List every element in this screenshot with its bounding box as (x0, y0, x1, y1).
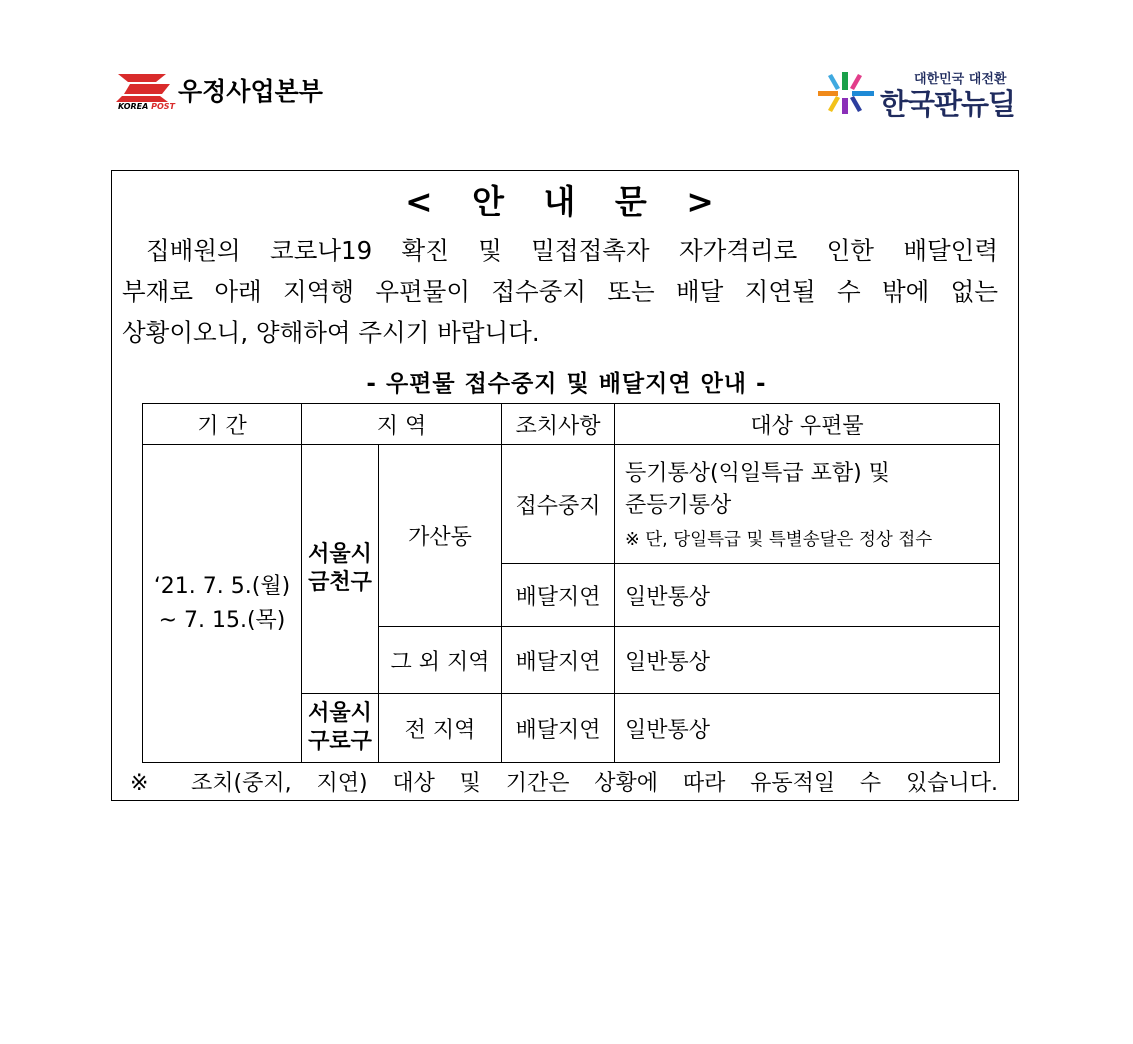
area-all-cell: 전 지역 (379, 694, 502, 763)
action-cell: 배달지연 (502, 564, 615, 627)
area-other-cell: 그 외 지역 (379, 627, 502, 694)
new-deal-name: 한국판뉴딜 (880, 87, 1016, 121)
region-geumcheon-cell: 서울시 금천구 (302, 445, 379, 694)
new-deal-tagline: 대한민국 대전환 (914, 72, 1007, 87)
table-header-row (143, 404, 1000, 445)
suspension-table (142, 403, 1000, 763)
paragraph-line: 부재로 아래 지역행 우편물이 접수중지 또는 배달 지연될 수 밖에 없는 (122, 277, 998, 306)
region-guro-cell: 서울시 구로구 (302, 694, 379, 763)
target-cell: 일반통상 (615, 627, 1000, 694)
target-cell: 일반통상 (615, 694, 1000, 763)
korea-post-subtitle: KOREA POST (118, 102, 175, 111)
table-row (143, 445, 1000, 564)
paragraph-line: 집배원의 코로나19 확진 및 밀접접촉자 자가격리로 인한 배달인력 (146, 236, 998, 265)
korean-new-deal-logo (816, 66, 1026, 121)
new-deal-starburst-icon (816, 70, 876, 116)
paragraph-line: 상황이오니, 양해하여 주시기 바랍니다. (122, 318, 540, 347)
target-cell: 등기통상(익일특급 포함) 및 준등기통상 ※ 단, 당일특급 및 특별송달은 정상 접수 (615, 445, 1000, 564)
header-period: 기 간 (143, 404, 302, 445)
area-gasan-cell: 가산동 (379, 445, 502, 627)
header-region: 지 역 (302, 404, 502, 445)
target-cell: 일반통상 (615, 564, 1000, 627)
notice-paragraph (122, 230, 998, 353)
page-header (0, 0, 1133, 140)
korea-post-name: 우정사업본부 (178, 77, 323, 106)
target-note: ※ 단, 당일특급 및 특별송달은 정상 접수 (625, 529, 933, 550)
korea-post-logo (116, 68, 336, 112)
header-action: 조치사항 (502, 404, 615, 445)
header-target: 대상 우편물 (615, 404, 1000, 445)
footer-note: ※ 조치(중지, 지연) 대상 및 기간은 상황에 따라 유동적일 수 있습니다. (130, 771, 998, 796)
action-cell: 접수중지 (502, 445, 615, 564)
action-cell: 배달지연 (502, 627, 615, 694)
period-cell: ‘21. 7. 5.(월) ~ 7. 15.(목) (143, 445, 302, 763)
table-subheading: - 우편물 접수중지 및 배달지연 안내 - (366, 371, 767, 397)
notice-title: < 안 내 문 > (405, 182, 728, 221)
action-cell: 배달지연 (502, 694, 615, 763)
